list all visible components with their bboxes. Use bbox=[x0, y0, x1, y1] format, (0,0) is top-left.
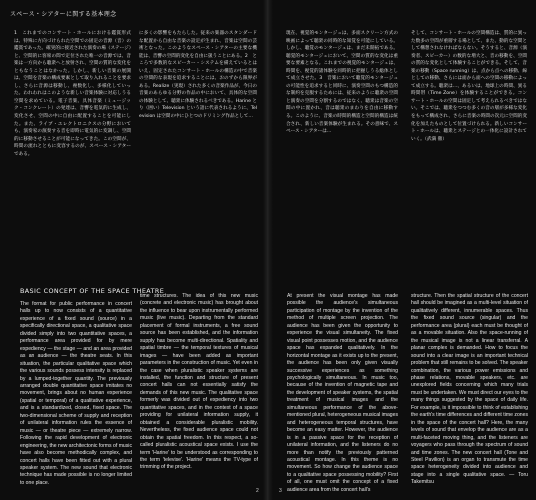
left-japanese-column-1: 1 これまでのコンサート・ホールにおける鑑賞形式は、特殊に方向づけられた空間での固定の音源（音）の鑑賞であった。確実的に接近された演奏の場（ステージ）と、空間的に客席の間で定位された唯一の音源では、音楽は一方向から聴衆へと放射され、空間の質的な変化をともなうことはなかった。しかし、新しい音楽の展開は、空間を音楽の構成要素として取り入れることを要求し、さらに音源は移動し、複数化し、多様化していった。われわれはこのような新しい音楽体験に対応しうる空間を求めている。電子音楽、具体音楽（ミュージック・コンクレート）の発達は、音響を電気的に生成し、変化させ、空間の中に自由に配置することを可能にした。また、ライブ・エレクトロニクスの分野においても、演奏家の演奏する音を即時に電気的に変調し、空間的に移動させることが可能になってきた。この空間が、時間の流れとともに変容するのが、スペース・シアターである。 bbox=[14, 31, 131, 157]
left-page-number: 2 bbox=[256, 488, 259, 494]
right-page-number: 3 bbox=[279, 488, 282, 494]
left-english-column-2: time structures. The idea of this new music (concrete and electronic music) has brought about the influence to bear upon instrumentally performed music (live music). Departing from the standard placement of formal instruments, a free sound source has been established, and the information supply has become multi-directional. Spatiality and spatial timbre — the temporal textures of musical images — have been added as important parameters in the construction of music. Yet even in the case when pluralistic speaker systems are installed, the function and structure of present concert halls can not essentially satisfy the demands of this new music. The qualitative space formerly was divided out of expediency into two quantitative spaces, and in the context of a space providing for unilateral information supply, it obtained a considerable pluralistic mobility. Nevertheless, the fixed audience space could not obtain the spatial freedom. In this respect, a so-called pluralistic acoustical space exists. I use the term 'Harine' to be understood as corresponding to the term 'televise'. 'Harine' means the TV-type of trimming of the project. bbox=[140, 293, 258, 471]
right-english-column-1: At present the visual montage has made possible the audience's simultaneous participation of montage by the invention of the method of multiple screen projection. The audience has been given the opportunity to experience the visual simultaneity. The fixed visual point possesses motion, and the audience space has expanded qualitatively. In the horizontal montage as it exists up to the present, the audience has been only given visually successive experiences as something psychologically simultaneous. In music too, because of the invention of magnetic tape and the development of speaker systems, the spatial treatment of musical images and the simultaneous performance of the above-mentioned plural, heterogeneous musical images and heterogeneous temporal structures, have become an easy matter. However, the audience is in a passive space for the reception of unilateral information, and the listeners do no more than notify the previously patterned acoustical montage. In this theme is no movement. So how change the audience space to a qualitative space possessing mobility? First of all, one must omit the concept of a fixed audience area from the concert hall's bbox=[287, 293, 398, 493]
right-page bbox=[271, 0, 536, 500]
right-japanese-column-1: 現在、視覚的モンタージュは、多面スクリーン方式の映画によって聴衆の同時的な知覚を可能にしている。しかし、聴覚のモンタージュは、まだ未開拓である。聴覚的モンタージュにおいて、空間の質的な変化は重要な要素となる。これまでの視覚的モンタージュは、時間を、視覚的諸体験を同時的に把握しうる総体として成立させた。3 音楽において聴覚的モンタージュの可能性を追求すると同時に、演奏空間のもつ構造的な制約を克服するためには、従来のように聴衆の空間と演奏の空間を分割するのではなく、聴衆は音楽の空間の中に置かれ、音は聴衆のまわりを自由に移動する。このように、音楽の時間的構造と空間的構造は統合され、新しい音楽体験が生まれる。その意味で、スペース・シアターは… bbox=[286, 31, 398, 135]
right-english-column-2: structure. Then the spatial structure of the concert hall should be imagined as a multi-level situation of qualitatively different, innumerable spaces. Thus the fixed sound source (singular) and the performance area (plural) each must be thought of as a movable situation. Also the space-running of the musical image is not a linear transferral. A planar complex is demanded. How to focus the sound into a clear image is an important technical problem that still remains to be solved. The speaker combination, the various power emissions and phase relations, movable speakers, etc. are unexplored fields concerning which many trials must be undertaken. We must direct our eyes to the many things suggested by the space of daily life. For example, is it impossible to think of establishing the earth's time differences and different time zones in the space of the concert hall? Here, the many levels of sound that envelop the audience are as a multi-faceted moving thing, and the listeners are voyagers who pass through the spectrum of sound and time zones. The new concert hall (Tone and Steel Pavilion) is an organ to transmute the time space heterogeneity divided into audience and stage into a single qualitative space. — Toru Takemitsu bbox=[411, 293, 528, 486]
english-heading: BASIC CONCEPT OF THE SPACE THEATRE bbox=[20, 287, 165, 295]
left-english-column-1: The format for public performance in concert halls up to now consists of a quantitative experience of a fixed sound (source) in a specifically directional space, a qualitative space divided simply into two quantitative spaces, a performance area provided for by mere expediency — the stage — and an area provided as an audience — the theatre seats. In this situation, the particular qualitative space which the various sounds possess intensity is replaced by a lumped-together quantity. The previously arranged double quantitative space imitates no movement, brings about no human experience (spatial or temporal) of a qualitative experience, and is a standardized, closed, fixed space. The two-dimensional scheme of supply and reception of unilateral information rules the essence of music — or theatre piece — extremely narrow. Following the rapid development of electronic engineering, the new architectonic forms of music have also become methodically complex, and concert halls have been fitted out with a plural speaker system. The new sound that electronic technique has made possible is no longer limited to one place. bbox=[20, 301, 132, 486]
japanese-heading: スペース・シアターに関する基本理念 bbox=[10, 11, 117, 18]
left-japanese-column-2: に多くの影響をもたらした。従来の楽器のスタンダードな配置から自由な音楽の設定が生まれ、音楽は空間の芸術となった。このようなスペース・シアターの主要な機能は、音響の空間的変化を自由に扱うことにある。2 ところで多数的なスピーカー・システムを備えているとはいえ、固定されたコンサート・ホールの構造の中で音楽の空間的な表現を追求することには、おのずから限界がある。Realize（実現）された多くの音楽作品が、今日の音楽のあらゆる分野の作品の中において、具体的な空間の体験として、聴衆に体験されるべきである。Harine とり（囲い）Television という語に代表されるように、Television は空間の中にひとつのドリミング作品として… bbox=[139, 31, 257, 120]
right-japanese-column-2: そして、コンサート・ホールの空間構造は、質的に異った数多の空間が重層する場として、また、動的な空間として構想されなければならない。そうすると、音源（演奏者、スピーカー）の数的な増大と、音の移動を、空間の質的な変化として体験することができる。そして、音楽の移動（Space running）は、点から点への移動、線としての移動、さらには面から面への空間の移動によって成立する。聴衆は…、あるいは、地球上の時間、異る時間帯（Time Zone）を体験することができる。コンサート・ホールの空間は固定して考えられるべきではない。そこでは、聴衆をつつむ多くの音の層が多様な変化をもって構成され、さらに音楽の時間の次元に空間的変化を加えたものとして位置づけられる。新しいコンサート・ホールは、聴衆とステージとの一体化に設計されていく。（武満 徹） bbox=[411, 31, 527, 142]
left-page bbox=[0, 0, 265, 500]
